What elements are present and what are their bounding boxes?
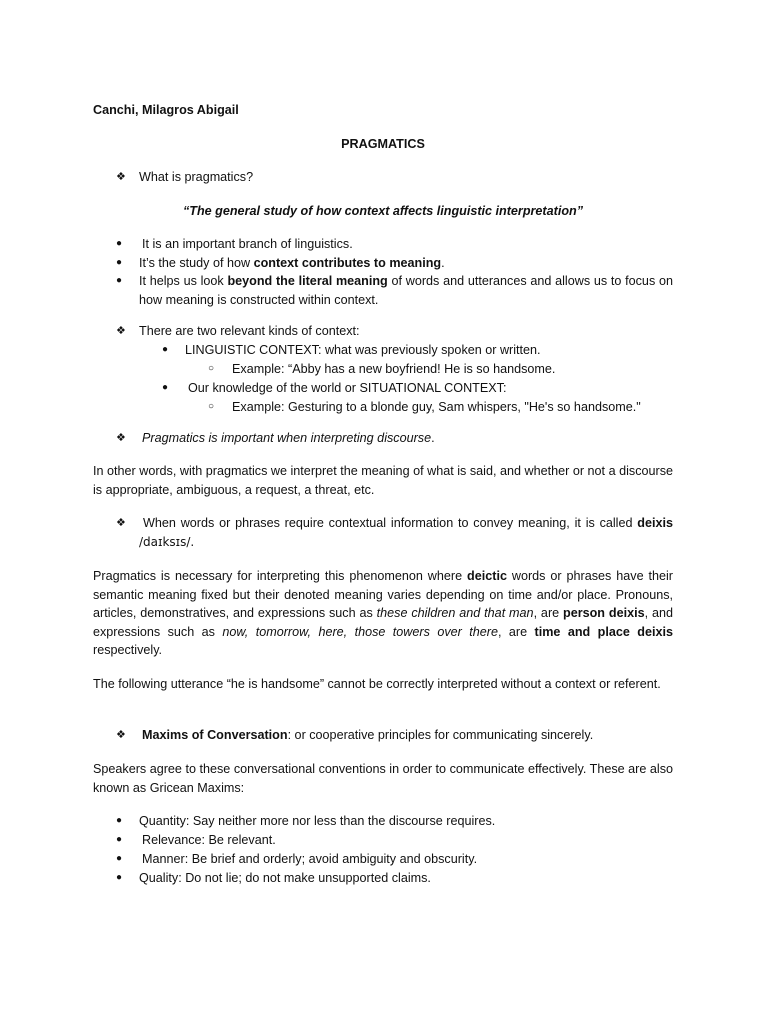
diamond-bullet-icon: ❖ bbox=[116, 517, 126, 529]
maxim-item: Relevance: Be relevant. bbox=[142, 833, 276, 847]
page-title: PRAGMATICS bbox=[341, 137, 425, 151]
bullet-dot-icon: ● bbox=[116, 257, 123, 268]
bullet-dot-icon: ● bbox=[162, 382, 169, 393]
paragraph-in-other-words: In other words, with pragmatics we interpret the meaning of what is said, and whether or not a discourse is appropriate, ambiguous, a request, a threat, etc. bbox=[93, 464, 673, 497]
situational-context-example: Example: Gesturing to a blonde guy, Sam whispers, "He's so handsome." bbox=[232, 400, 641, 414]
diamond-bullet-icon: ❖ bbox=[116, 325, 126, 337]
bullet-dot-icon: ● bbox=[162, 344, 169, 355]
maxim-item: Quality: Do not lie; do not make unsupported claims. bbox=[139, 871, 431, 885]
question-what-is-pragmatics: What is pragmatics? bbox=[139, 170, 254, 184]
diamond-bullet-icon: ❖ bbox=[116, 432, 126, 444]
bullet-beyond-literal-meaning: It helps us look beyond the literal meaning of words and utterances and allows us to focus on how meaning is constructed within context. bbox=[139, 274, 673, 307]
bullet-branch-of-linguistics: It is an important branch of linguistics. bbox=[142, 237, 353, 251]
paragraph-speakers-agree: Speakers agree to these conversational conventions in order to communicate effectively. These are also known as Gricean Maxims: bbox=[93, 762, 673, 795]
bullet-dot-icon: ● bbox=[116, 872, 123, 883]
maxim-item: Quantity: Say neither more nor less than the discourse requires. bbox=[139, 814, 496, 828]
linguistic-context-example: Example: “Abby has a new boyfriend! He is so handsome. bbox=[232, 362, 556, 376]
bullet-dot-icon: ● bbox=[116, 238, 123, 249]
maxim-item: Manner: Be brief and orderly; avoid ambiguity and obscurity. bbox=[142, 852, 478, 866]
deixis-definition: When words or phrases require contextual information to convey meaning, it is called deixis /daɪksɪs/. bbox=[139, 516, 673, 549]
bullet-dot-icon: ● bbox=[116, 275, 123, 286]
bullet-circle-icon: ○ bbox=[208, 401, 215, 412]
bullet-dot-icon: ● bbox=[116, 853, 123, 864]
bullet-study-of-context: It’s the study of how context contributes to meaning. bbox=[139, 256, 445, 270]
diamond-bullet-icon: ❖ bbox=[116, 729, 126, 741]
definition-quote: “The general study of how context affects linguistic interpretation” bbox=[182, 204, 584, 218]
diamond-bullet-icon: ❖ bbox=[116, 171, 126, 183]
pragmatics-important-note: Pragmatics is important when interpreting discourse. bbox=[142, 431, 435, 445]
linguistic-context: LINGUISTIC CONTEXT: what was previously spoken or written. bbox=[185, 343, 541, 357]
paragraph-utterance: The following utterance “he is handsome” cannot be correctly interpreted without a context or referent. bbox=[93, 677, 661, 691]
two-kinds-of-context: There are two relevant kinds of context: bbox=[139, 324, 360, 338]
author-name: Canchi, Milagros Abigail bbox=[93, 103, 239, 117]
situational-context: Our knowledge of the world or SITUATIONAL CONTEXT: bbox=[188, 381, 507, 395]
bullet-dot-icon: ● bbox=[116, 815, 123, 826]
paragraph-deictic: Pragmatics is necessary for interpreting this phenomenon where deictic words or phrases have their semantic meaning fixed but their denoted meaning varies depending on time and/or place. Pronouns, articles, demonstratives, and expressions such as these children and that man, are person deixis, and expressions such as now, tomorrow, here, those towers over there, are time and place deixis respectively. bbox=[93, 569, 673, 658]
maxims-heading: Maxims of Conversation: or cooperative principles for communicating sincerely. bbox=[142, 728, 594, 742]
bullet-circle-icon: ○ bbox=[208, 363, 215, 374]
bullet-dot-icon: ● bbox=[116, 834, 123, 845]
